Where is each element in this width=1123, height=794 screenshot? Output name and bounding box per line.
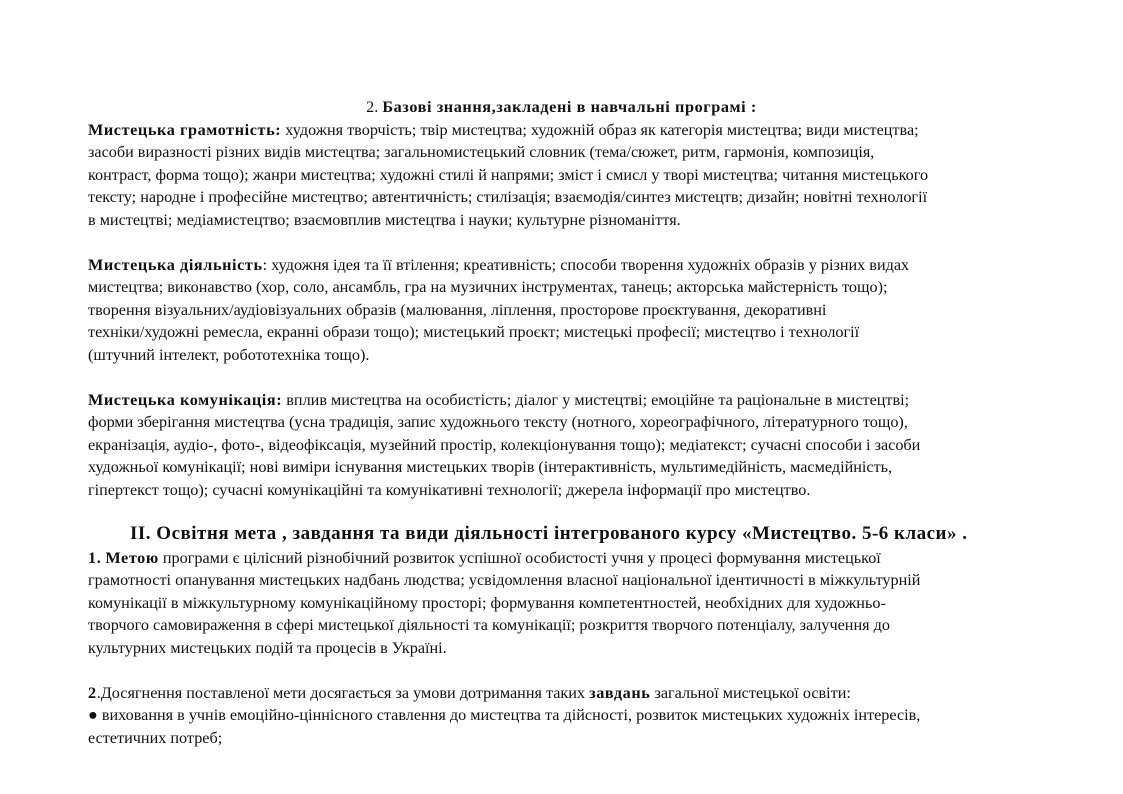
goal-number: 1. [88, 549, 102, 567]
communication-line-3: екранізація, аудіо-, фото-, відеофіксація, музейний простір, колекціонування тощо); медіатекст; сучасні способи і засоби [88, 436, 921, 454]
section-heading-title: Базові знання,закладені в навчальні програмі : [382, 98, 757, 116]
literacy-line-4: тексту; народне і професійне мистецтво; автентичність; стилізація; взаємодія/синтез мистецтв; дизайн; новітні технології [88, 188, 928, 206]
communication-line-2: форми зберігання мистецтва (усна традиція, запис художнього тексту (нотного, хореографічного, літературного тощо), [88, 413, 908, 431]
goal-line-1: 1. Метою програми є цілісний різнобічний розвиток успішної особистості учня у процесі формування мистецької [88, 549, 881, 567]
tasks-term: завдань [589, 684, 651, 702]
tasks-number: 2 [88, 684, 97, 702]
tasks-intro: 2.Досягнення поставленої мети досягається за умови дотримання таких завдань загальної мистецької освіти: [88, 684, 851, 702]
communication-line-5: гіпертекст тощо); сучасні комунікаційні та комунікативні технології; джерела інформації про мистецтво. [88, 481, 811, 499]
task-item-1-line-1: ● виховання в учнів емоційно-ціннісного ставлення до мистецтва та дійсності, розвиток мистецьких художніх інтересів, [88, 706, 921, 724]
literacy-line-5: в мистецтві; медіамистецтво; взаємовплив мистецтва і науки; культурне різноманіття. [88, 211, 681, 229]
communication-term: Мистецька комунікація: [88, 391, 283, 409]
goal-line-2: грамотності опанування мистецьких надбань людства; усвідомлення власної національної ідентичності в міжкультурній [88, 571, 921, 589]
goal-term: Метою [105, 549, 159, 567]
activity-line-3: творення візуальних/аудіовізуальних образів (малювання, ліплення, просторове проєктування, декоративні [88, 301, 827, 319]
literacy-line-2: засоби виразності різних видів мистецтва; загальномистецький словник (тема/сюжет, ритм, гармонія, композиція, [88, 143, 875, 161]
activity-line-5: (штучний інтелект, робототехніка тощо). [88, 346, 370, 364]
bullet-icon: ● [88, 706, 98, 724]
goal-line-4: творчого самовираження в сфері мистецької діяльності та комунікації; розкриття творчого потенціалу, залучення до [88, 616, 890, 634]
literacy-line-1: Мистецька грамотність: художня творчість; твір мистецтва; художній образ як категорія мистецтва; види мистецтва; [88, 121, 919, 139]
activity-line-4: техніки/художні ремесла, екранні образи тощо); мистецький проєкт; мистецькі професії; мистецтво і технології [88, 323, 860, 341]
communication-line-4: художньої комунікації; нові виміри існування мистецьких творів (інтерактивність, мультимедійність, масмедійність, [88, 458, 893, 476]
literacy-line-3: контраст, форма тощо); жанри мистецтва; художні стилі й напрями; зміст і смисл у творі мистецтва; читання мистецького [88, 166, 929, 184]
activity-line-2: мистецтва; виконавство (хор, соло, ансамбль, гра на музичних інструментах, танець; акторська майстерність тощо); [88, 278, 888, 296]
goal-line-5: культурних мистецьких подій та процесів в Україні. [88, 639, 447, 657]
activity-term: Мистецька діяльність [88, 256, 263, 274]
communication-line-1: Мистецька комунікація: вплив мистецтва на особистість; діалог у мистецтві; емоційне та раціональне в мистецтві; [88, 391, 910, 409]
task-item-1-line-2: естетичних потреб; [88, 729, 223, 747]
section-heading-number: 2. [366, 98, 379, 116]
section-heading [0, 97, 1123, 117]
goal-line-3: комунікації в міжкультурному комунікаційному просторі; формування компетентностей, необхідних для художньо- [88, 594, 886, 612]
activity-line-1: Мистецька діяльність: художня ідея та її втілення; креативність; способи творення художніх образів у різних видах [88, 256, 910, 274]
literacy-term: Мистецька грамотність: [88, 121, 282, 139]
chapter-heading: ІІ. Освітня мета , завдання та види діяльності інтегрованого курсу «Мистецтво. 5-6 класи» . [130, 523, 968, 544]
